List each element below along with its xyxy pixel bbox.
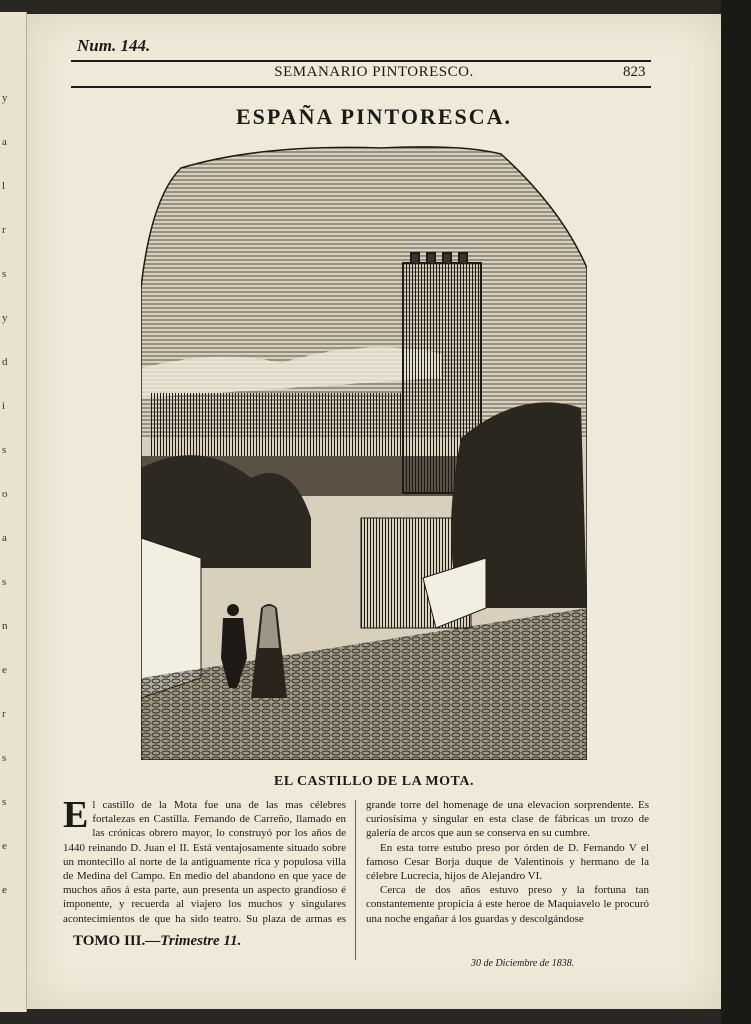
background-edge xyxy=(721,0,751,1024)
left-page-letter: o xyxy=(2,488,8,500)
engraving-caption: EL CASTILLO DE LA MOTA. xyxy=(274,774,474,789)
running-title: SEMANARIO PINTORESCO. xyxy=(274,64,474,80)
header-rule xyxy=(71,86,651,88)
left-page-letter: s xyxy=(2,444,7,456)
trimestre-text: Trimestre 11. xyxy=(160,933,242,949)
top-rule xyxy=(71,60,651,62)
left-page-letter: a xyxy=(2,136,7,148)
left-page-letter: l xyxy=(2,180,6,192)
article-paragraph: En esta torre estubo preso por órden de D. Fernando V el famoso Cesar Borja duque de Valentinois y hermano de la célebre Lucrecia, hijos de Alejandro VI. xyxy=(366,841,649,883)
left-page-edge xyxy=(0,12,27,1012)
left-page-letter: e xyxy=(2,840,7,852)
tomo-text: TOMO III.— xyxy=(73,933,161,949)
article-paragraph: grande torre del homenage de una elevacion sorprendente. Es curiosísima y singular en esta clase de fábricas un trozo de galería de arcos que aun se conserva en su cumbre. xyxy=(366,799,649,840)
left-page-letter: e xyxy=(2,884,7,896)
issue-date: 30 de Diciembre de 1838. xyxy=(471,958,575,969)
volume-label xyxy=(73,933,241,950)
left-page-letter: d xyxy=(2,356,8,368)
article-paragraph: l castillo de la Mota fue una de las mas célebres fortalezas en Castilla. Fernando de Carreño, llamado en las crónicas obrero mayor, lo construyó por los años de 1440 reinando D. Juan el II. Está ventajosamente situado sobre un montecillo al norte de la antiguamente rica y populosa villa de Medina del Campo. En medio del abandono en que yace de muchos años á esta parte, aun presenta un aspecto grandioso é imponente, y recuerda al viajero los muchos y singulares acontecimientos de que ha sido teatro. Su plaza de armas es xyxy=(63,799,346,925)
left-page-letter: a xyxy=(2,532,7,544)
left-page-letter: s xyxy=(2,576,7,588)
page-number: 823 xyxy=(623,64,646,80)
issue-number: Num. 144. xyxy=(77,36,151,55)
left-page-letter: r xyxy=(2,708,6,720)
newspaper-page xyxy=(27,14,721,1009)
left-page-letter: y xyxy=(2,312,8,324)
left-page-letter: n xyxy=(2,620,8,632)
left-page-letter: e xyxy=(2,664,7,676)
left-page-letter: s xyxy=(2,268,7,280)
drop-cap: E xyxy=(63,798,89,836)
article-paragraph: Cerca de dos años estuvo preso y la fortuna tan constantemente propicia á este heroe de Maquiavelo le procuró una noche engañar á los guardas y descolgándose xyxy=(366,884,649,925)
left-page-letter: r xyxy=(2,224,6,236)
castle-engraving xyxy=(141,138,587,760)
left-page-letter: y xyxy=(2,92,8,104)
article-column-right xyxy=(366,798,649,932)
left-page-letter: s xyxy=(2,752,7,764)
left-page-letter: s xyxy=(2,796,7,808)
column-divider xyxy=(355,800,356,960)
article-column-left xyxy=(63,798,346,926)
left-page-letter: i xyxy=(2,400,6,412)
section-title: ESPAÑA PINTORESCA. xyxy=(235,104,512,129)
